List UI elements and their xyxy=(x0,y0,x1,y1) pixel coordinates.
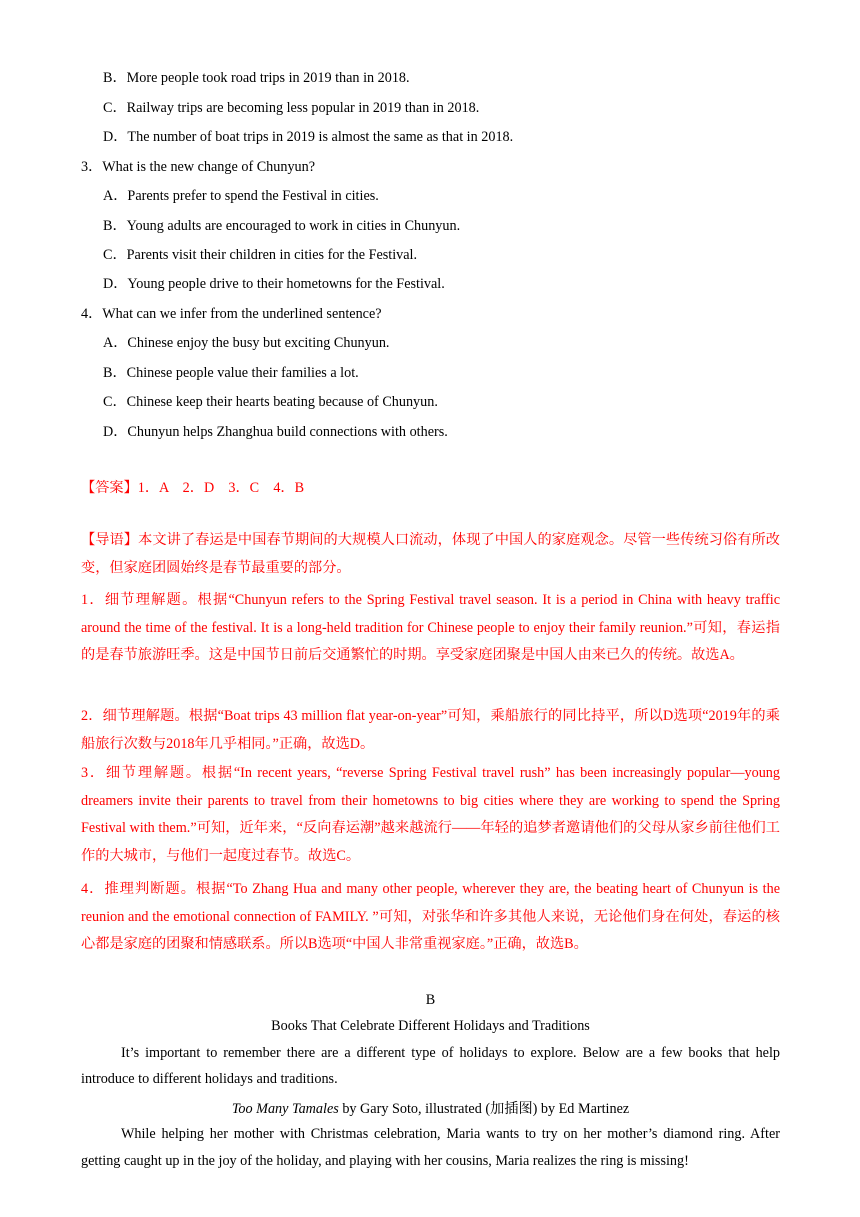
q2-option-b: B．More people took road trips in 2019 than in 2018. xyxy=(103,70,410,86)
answer-key: 【答案】1．A 2．D 3．C 4．B xyxy=(81,480,305,496)
section-title: Books That Celebrate Different Holidays and Traditions xyxy=(271,1018,590,1034)
book-title: Too Many Tamales xyxy=(231,1101,339,1117)
explanation-2: 2．细节理解题。根据“Boat trips 43 million flat year-on-year”可知，乘船旅行的同比持平，所以D选项“2019年的乘船旅行次数与2018年几乎相同。”正确，故选D。 xyxy=(81,708,780,752)
explanation-1: 1．细节理解题。根据“Chunyun refers to the Spring Festival travel season. It is a period in China with heavy traffic around the time of the festival. It is a long-held tradition for Chinese people to enjoy their family reunion.”可知，春运指的是春节旅游旺季。这是中国节日前后交通繁忙的时期。享受家庭团聚是中国人由来已久的传统。故选A。 xyxy=(81,592,780,663)
q4-option-c: C．Chinese keep their hearts beating because of Chunyun. xyxy=(103,394,438,410)
explanation-3: 3．细节理解题。根据“In recent years, “reverse Spring Festival travel rush” has been increasingly popular—young dreamers invite their parents to travel from their hometowns to big cities where they are working to spend the Spring Festival with them.”可知，近年来，“反向春运潮”越来越流行——年轻的追梦者邀请他们的父母从家乡前往他们工作的大城市，与他们一起度过春节。故选C。 xyxy=(81,765,780,864)
q3-option-c: C．Parents visit their children in cities for the Festival. xyxy=(103,247,418,263)
q2-option-c: C．Railway trips are becoming less popular in 2019 than in 2018. xyxy=(103,100,480,116)
q4-option-d: D．Chunyun helps Zhanghua build connections with others. xyxy=(103,424,448,440)
q3-option-d: D．Young people drive to their hometowns for the Festival. xyxy=(103,276,445,292)
section-intro: It’s important to remember there are a different type of holidays to explore. Below are a few books that help introduce to different holidays and traditions. xyxy=(81,1045,780,1087)
book-byline: by Gary Soto, illustrated (加插图) by Ed Martinez xyxy=(338,1101,630,1117)
explanation-4: 4．推理判断题。根据“To Zhang Hua and many other people, wherever they are, the beating heart of Chunyun is the reunion and the emotional connection of FAMILY. ”可知，对张华和许多其他人来说，无论他们身在何处，春运的核心都是家庭的团聚和情感联系。所以B选项“中国人非常重视家庭。”正确，故选B。 xyxy=(81,881,780,952)
book-paragraph: While helping her mother with Christmas celebration, Maria wants to try on her mother’s diamond ring. After getting caught up in the joy of the holiday, and playing with her cousins, Maria realizes the ring is missing! xyxy=(81,1126,780,1169)
q4-stem: 4．What can we infer from the underlined sentence? xyxy=(81,306,382,322)
q3-stem: 3．What is the new change of Chunyun? xyxy=(81,159,316,175)
q3-option-b: B．Young adults are encouraged to work in cities in Chunyun. xyxy=(103,218,461,234)
section-label: B xyxy=(425,992,436,1008)
q3-option-a: A．Parents prefer to spend the Festival in cities. xyxy=(103,188,379,204)
book-heading xyxy=(81,1098,780,1118)
q4-option-b: B．Chinese people value their families a lot. xyxy=(103,365,359,381)
q4-option-a: A．Chinese enjoy the busy but exciting Chunyun. xyxy=(103,335,390,351)
guide-paragraph: 【导语】本文讲了春运是中国春节期间的大规模人口流动，体现了中国人的家庭观念。尽管一些传统习俗有所改变，但家庭团圆始终是春节最重要的部分。 xyxy=(81,532,780,576)
q2-option-d: D．The number of boat trips in 2019 is almost the same as that in 2018. xyxy=(103,129,514,145)
